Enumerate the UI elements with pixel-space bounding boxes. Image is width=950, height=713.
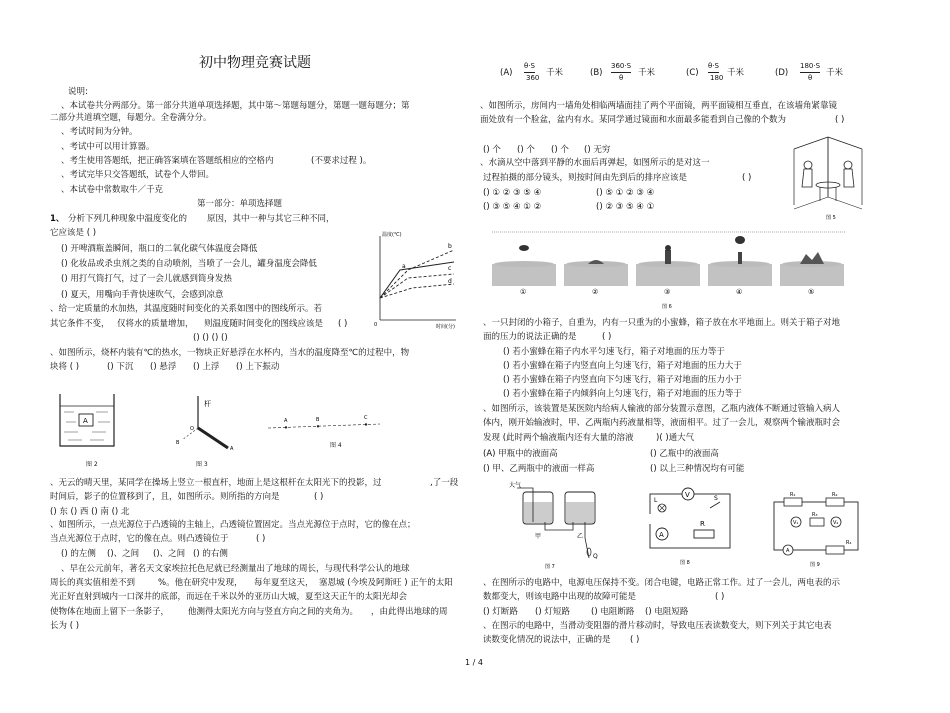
option-d-denominator: θ xyxy=(808,74,813,82)
question-text: ，由此得出地球的周 xyxy=(371,607,448,617)
options-row: () 东 () 西 () 南 () 北 xyxy=(50,507,130,517)
option: () 夏天，用嘴向手背快速吹气，会感到凉意 xyxy=(61,290,224,300)
question-text: 体内，刚开始输液时，甲、乙两瓶内药液量相等，液面相平。过了一会儿，观察两个输液瓶时会 xyxy=(483,418,841,428)
option: () 若小蜜蜂在箱子内竖直向下匀速飞行，箱子对地面的压力小于 xyxy=(503,375,742,385)
option-c-numerator: θ·S xyxy=(708,61,719,73)
infusion-bottles-figure xyxy=(493,478,611,570)
r4-label: R₄ xyxy=(846,540,852,546)
option: () 若小蜜蜂在箱子内竖直向上匀速飞行，箱子对地面的压力大于 xyxy=(503,361,742,371)
temperature-graph xyxy=(372,228,460,330)
tube-q-label: Q xyxy=(593,553,598,560)
instructions-heading: 说明: xyxy=(68,87,88,97)
frame-2 xyxy=(564,260,628,286)
resistor-label: R xyxy=(700,520,705,528)
option: () 以上三种情况均有可能 xyxy=(650,464,745,474)
page-number: 1 / 4 xyxy=(465,658,483,667)
answer-blank: ( ) xyxy=(742,173,752,183)
bottle-yi-label: 乙 xyxy=(577,533,584,540)
ammeter-label: A xyxy=(659,531,664,539)
optical-axis-figure xyxy=(266,412,384,434)
option-d-unit: 千米 xyxy=(826,68,844,78)
question-text: 其它条件不变， xyxy=(50,319,110,329)
instruction-line: 二部分共道填空题，每题分。全卷满分分。 xyxy=(50,113,212,123)
question-text: 原因，其中一种与其它三种不同， xyxy=(207,214,335,224)
option-a-label: (A) xyxy=(500,68,513,78)
figure-9-caption: 图 9 xyxy=(810,562,820,568)
options-row: () () () () xyxy=(193,333,228,343)
question-text: 周长的真实值相差不到 xyxy=(50,578,136,588)
instruction-line: 、本试卷共分两部分。第一部分共道单项选择题，其中第～第题每题分，第题一题每题分；第 xyxy=(61,101,410,111)
circuit-9-figure xyxy=(766,492,866,570)
answer-blank: ( ) xyxy=(338,319,348,329)
r1-label: R₁ xyxy=(790,492,796,498)
option-b-unit: 千米 xyxy=(638,68,656,78)
figure-3-caption: 图 3 xyxy=(196,461,208,468)
switch-label: S xyxy=(714,495,718,502)
question-text: 时间后，影子的位置移到了，且，如图所示。则所指的方向是 xyxy=(50,492,280,502)
option: () 个 xyxy=(483,145,501,155)
bottle-jia-label: 甲 xyxy=(535,533,542,540)
x-axis-label: 时间(分) xyxy=(436,324,455,330)
frame-label: ④ xyxy=(736,288,743,296)
question-text: 、如图所示，一点光源位于凸透镜的主轴上，凸透镜位置固定。当点光源位于点时，它的像在点； xyxy=(50,520,416,530)
option-c-denominator: 180 xyxy=(710,74,724,82)
option-d-numerator: 180·S xyxy=(800,61,820,73)
curve-b-label: b xyxy=(448,243,452,250)
option: () 化妆品或杀虫剂之类的自动喷剂，当喷了一会儿，罐身温度会降低 xyxy=(61,259,317,269)
question-text: 、早在公元前年，著名天文家埃拉托色尼就已经测量出了地球的周长，与现代科学公认的地球 xyxy=(61,564,410,574)
droplet-sequence-figure xyxy=(490,230,850,310)
curve-d-label: d xyxy=(448,278,452,285)
question-text: 使物体在地面上留下一条影子， xyxy=(50,607,170,617)
option-a-numerator: θ·S xyxy=(524,61,535,73)
figure-5-caption: 图 5 xyxy=(826,215,836,221)
mirror-corner-figure xyxy=(792,135,864,221)
option: () 的左侧 xyxy=(61,549,96,559)
question-text: 、在图所示的电路中，电源电压保持不变。闭合电键，电路正常工作。过了一会儿，两电表的示 xyxy=(483,578,841,588)
option-b-denominator: θ xyxy=(619,74,624,82)
question-text: ,了一段 xyxy=(430,478,459,488)
figure-4-caption: 图 4 xyxy=(330,442,342,449)
option: () 电阻断路 xyxy=(591,607,635,617)
question-text: 、水滴从空中落到平静的水面后再弹起，如图所示的是对这一 xyxy=(480,158,710,168)
frame-4 xyxy=(708,236,772,286)
instruction-line: 、本试卷中常数取牛／千克 xyxy=(61,185,164,195)
answer-blank: ( ) xyxy=(630,635,640,645)
question-text: 、给一定质量的水加热，其温度随时间变化的关系如图中的图线所示。若 xyxy=(50,304,323,314)
option-c-label: (C) xyxy=(686,68,699,78)
option-a-unit: 千米 xyxy=(546,68,564,78)
air-label: 大气 xyxy=(509,482,522,489)
r3-label: R₃ xyxy=(812,512,818,518)
r2-label: R₂ xyxy=(832,492,838,498)
frame-label: ⑤ xyxy=(808,288,815,296)
option: ()、之间 xyxy=(107,549,140,559)
question-number: 1、 xyxy=(50,214,65,224)
option: () 上浮 xyxy=(193,362,220,372)
question-text: 面处放有一个脸盆，盆内有水。某同学通过镜面和水面最多能看到自己像的个数为 xyxy=(480,115,787,125)
question-text: 它应该是 ( ) xyxy=(50,228,97,238)
answer-blank: ( ) xyxy=(602,332,612,342)
stick-label: 杆 xyxy=(204,400,211,408)
question-text: 当点光源位于点时，它的像在点。则凸透镜位于 xyxy=(50,534,229,544)
figure-6-caption: 图 6 xyxy=(662,304,672,310)
section-heading: 第一部分：单项选择题 xyxy=(197,199,283,209)
question-text: 、如图所示，房间内一墙角处相临两墙面挂了两个平面镜，两平面镜相互垂直，在该墙角紧靠镜 xyxy=(480,101,838,111)
origin-label: 0 xyxy=(374,322,378,328)
figure-8-caption: 图 8 xyxy=(680,560,690,566)
question-text: 长为 ( ) xyxy=(50,621,80,631)
option: () ⑤ ① ② ③ ④ xyxy=(596,188,655,198)
frame-5 xyxy=(780,252,844,286)
figure-7-caption: 图 7 xyxy=(545,564,555,570)
answer-blank: )( )通大气 xyxy=(656,433,695,443)
option-b-label: (B) xyxy=(590,68,603,78)
question-text: 、如图所示，烧杯内装有℃的热水，一物块正好悬浮在水杯内，当水的温度降至℃的过程中，物 xyxy=(50,348,410,358)
question-text: 塞恩城 (今埃及阿斯旺 ) 正午的太阳 xyxy=(319,578,453,588)
point-c-label: C xyxy=(364,415,368,421)
option-b-numerator: 360·S xyxy=(611,61,631,73)
curve-a-label: a xyxy=(402,263,406,270)
v1-label: V₁ xyxy=(793,520,799,526)
lamp-label: L xyxy=(654,497,658,504)
frame-label: ② xyxy=(592,288,599,296)
option: () 个 xyxy=(517,145,535,155)
y-axis-label: 温度(℃) xyxy=(382,232,402,238)
option-a-denominator: 360 xyxy=(526,74,540,82)
answer-blank: ( ) xyxy=(314,492,324,502)
question-text: 仅将水的质量增加， xyxy=(117,319,194,329)
option: () 电阻短路 xyxy=(645,607,689,617)
curve-c-label: c xyxy=(448,265,452,272)
option: () 的右侧 xyxy=(193,549,228,559)
option: () 乙瓶中的液面高 xyxy=(650,449,719,459)
question-text: 、一只封闭的小箱子，自重为，内有一只重为的小蜜蜂，箱子放在水平地面上。则关于箱子对地 xyxy=(483,318,841,328)
instruction-line: 、考试中可以用计算器。 xyxy=(61,142,155,152)
option: () 个 xyxy=(551,145,569,155)
option: () ③ ⑤ ④ ① ② xyxy=(483,202,542,212)
option: () 悬浮 xyxy=(150,362,177,372)
frame-3 xyxy=(636,245,700,286)
question-text: %。他在研究中发现， xyxy=(158,578,243,588)
voltmeter-label: V xyxy=(685,491,690,499)
frame-label: ③ xyxy=(664,288,671,296)
option: () ② ③ ⑤ ④ ① xyxy=(596,202,655,212)
point-b-label: B xyxy=(176,440,180,446)
frame-label: ① xyxy=(520,288,527,296)
point-a-label: A xyxy=(284,418,288,424)
question-text: 发现 (此时两个输液瓶内还有大量的溶液 xyxy=(483,433,634,443)
page-title: 初中物理竞赛试题 xyxy=(199,55,311,71)
option: () 灯短路 xyxy=(535,607,570,617)
option: () 上下振动 xyxy=(236,362,280,372)
circuit-8-figure xyxy=(640,484,740,570)
question-text: 他测得太阳光方向与竖直方向之间的夹角为。 xyxy=(188,607,359,617)
instruction-line: 、考试完毕只交答题纸，试卷个人带回。 xyxy=(61,170,215,180)
question-text: 过程拍摄的部分镜头，则按时间由先到后的排序应该是 xyxy=(483,173,688,183)
ammeter-label: A xyxy=(786,548,790,554)
option: () 下沉 xyxy=(107,362,134,372)
question-text: 每年夏至这天， xyxy=(254,578,314,588)
option: () 开啤酒瓶盖瞬间，瓶口的二氧化碳气体温度会降低 xyxy=(61,244,258,254)
frame-1 xyxy=(492,245,556,286)
question-text: 读数变化情况的说法中，正确的是 xyxy=(483,635,611,645)
option: () 甲、乙两瓶中的液面一样高 xyxy=(483,464,595,474)
option: () 用打气筒打气，过了一会儿就感到筒身发热 xyxy=(61,274,232,284)
option: () 无穷 xyxy=(584,145,611,155)
question-text: 、如图所示，该装置是某医院内给病人输液的部分装置示意图，乙瓶内液体不断通过管输入病人 xyxy=(483,404,841,414)
question-text: 光正好直射到城内一口深井的底部，而远在千米以外的亚历山大城，夏至这天正午的太阳光却会 xyxy=(50,592,408,602)
option-c-unit: 千米 xyxy=(727,68,745,78)
question-text: 分析下列几种现象中温度变化的 xyxy=(68,214,188,224)
point-b-label: B xyxy=(316,417,320,423)
option: ()、之间 xyxy=(153,549,186,559)
question-text: 面的压力的说法正确的是 xyxy=(483,332,577,342)
beaker-figure xyxy=(56,392,120,456)
option-d-label: (D) xyxy=(775,68,789,78)
option: () ① ② ③ ⑤ ④ xyxy=(483,188,542,198)
question-text: 数都变大，则该电路中出现的故障可能是 xyxy=(483,592,637,602)
option: (A) 甲瓶中的液面高 xyxy=(483,449,558,459)
question-text: 块将 ( ) xyxy=(50,362,80,372)
figure-2-caption: 图 2 xyxy=(86,461,98,468)
block-label: A xyxy=(83,417,88,425)
answer-blank: ( ) xyxy=(835,115,845,125)
question-text: 则温度随时间变化的图线应该是 xyxy=(204,319,324,329)
option: () 灯断路 xyxy=(483,607,518,617)
stick-shadow-figure xyxy=(168,392,248,456)
point-a-label: A xyxy=(230,446,234,452)
answer-blank: ( ) xyxy=(715,592,725,602)
answer-blank: ( ) xyxy=(256,534,266,544)
instruction-line: (不要求过程 )。 xyxy=(311,156,372,166)
option: () 若小蜜蜂在箱子内水平匀速飞行，箱子对地面的压力等于 xyxy=(503,347,725,357)
point-o-label: O xyxy=(190,426,194,432)
question-text: 、在图示的电路中，当滑动变阻器的滑片移动时，导致电压表读数变大，则下列关于其它电表 xyxy=(483,621,832,631)
instruction-line: 、考试时间为分钟。 xyxy=(61,127,138,137)
option: () 若小蜜蜂在箱子内倾斜向上匀速飞行，箱子对地面的压力等于 xyxy=(503,389,742,399)
instruction-line: 、考生使用答题纸，把正确答案填在答题纸相应的空格内 xyxy=(61,156,274,166)
v2-label: V₂ xyxy=(833,520,839,526)
question-text: 、无云的晴天里，某同学在操场上竖立一根直杆，地面上是这根杆在太阳光下的投影，过 xyxy=(50,478,382,488)
